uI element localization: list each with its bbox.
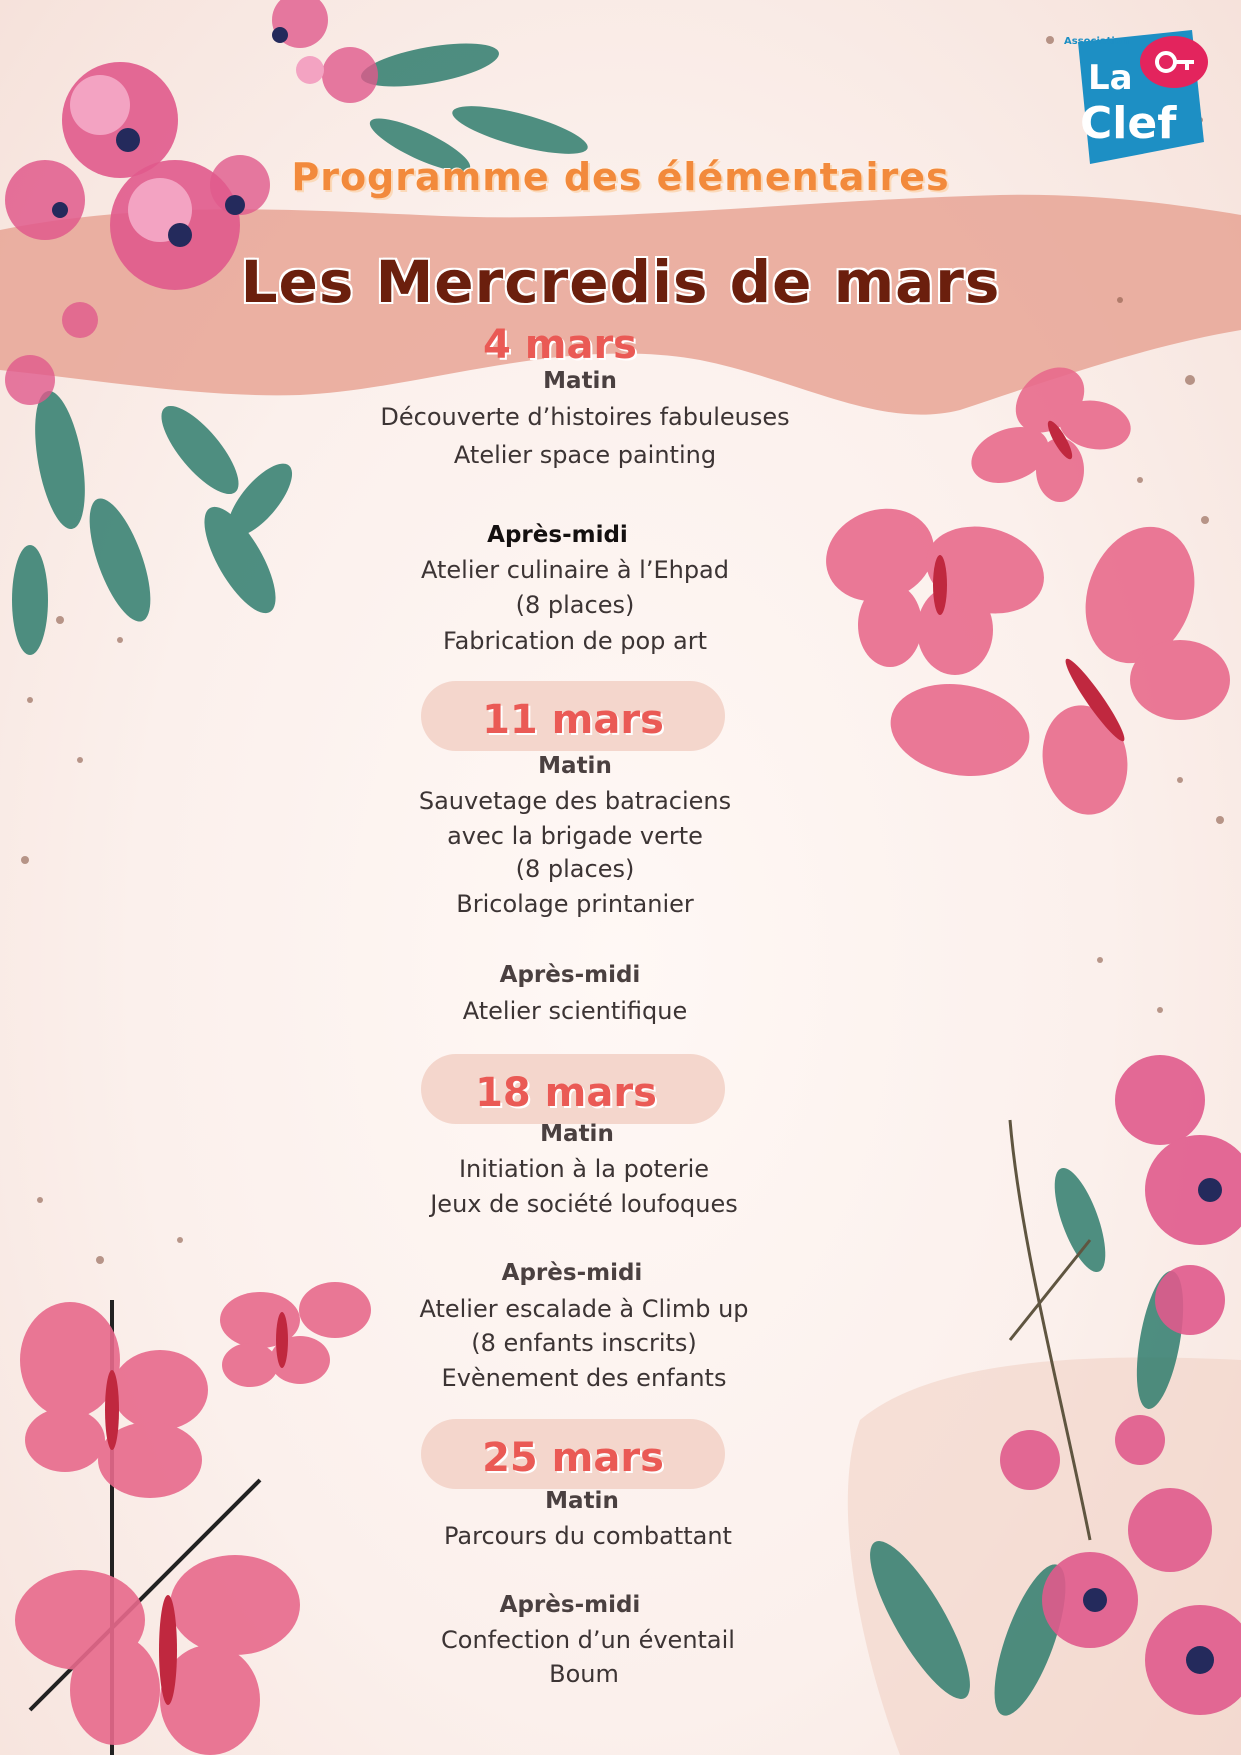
day-date: 4 mars	[483, 322, 637, 368]
activity-item: Découverte d’histoires fabuleuses	[380, 403, 790, 431]
activity-item: avec la brigade verte	[447, 822, 703, 850]
activity-item: Parcours du combattant	[444, 1522, 732, 1550]
logo-line2: Clef	[1080, 98, 1177, 149]
morning-label: Matin	[545, 1488, 619, 1514]
activity-item: (8 places)	[515, 591, 635, 619]
association-logo	[1062, 22, 1212, 172]
activity-item: Evènement des enfants	[441, 1364, 727, 1392]
activity-item: Initiation à la poterie	[458, 1155, 710, 1183]
flower-cluster-bottom-right	[860, 1040, 1241, 1755]
logo-line1: La	[1088, 58, 1133, 98]
morning-label: Matin	[540, 1121, 614, 1147]
morning-label: Matin	[543, 368, 617, 394]
activity-item: (8 enfants inscrits)	[471, 1329, 697, 1357]
activity-item: Atelier scientifique	[462, 997, 688, 1025]
afternoon-label: Après-midi	[499, 962, 641, 988]
activity-item: Jeux de société loufoques	[430, 1190, 738, 1218]
activity-item: Boum	[549, 1660, 619, 1688]
afternoon-label: Après-midi	[487, 522, 628, 548]
activity-item: Confection d’un éventail	[441, 1626, 735, 1654]
afternoon-label: Après-midi	[499, 1592, 641, 1618]
morning-label: Matin	[538, 753, 612, 779]
program-title: Les Mercredis de mars	[240, 248, 1001, 316]
afternoon-label: Après-midi	[501, 1260, 643, 1286]
day-date: 18 mars	[475, 1070, 657, 1116]
logo-small-text: Association	[1064, 36, 1129, 47]
activity-item: Fabrication de pop art	[443, 627, 707, 655]
activity-item: Sauvetage des batraciens	[418, 787, 732, 815]
day-date: 25 mars	[482, 1435, 664, 1481]
activity-item: Atelier space painting	[453, 441, 717, 469]
activity-item: Atelier escalade à Climb up	[419, 1295, 749, 1323]
day-date: 11 mars	[482, 697, 664, 743]
activity-item: (8 places)	[515, 855, 635, 883]
butterflies-right	[820, 340, 1240, 840]
program-subtitle: Programme des élémentaires	[291, 155, 950, 199]
activity-item: Bricolage printanier	[456, 890, 694, 918]
activity-item: Atelier culinaire à l’Ehpad	[420, 556, 729, 584]
